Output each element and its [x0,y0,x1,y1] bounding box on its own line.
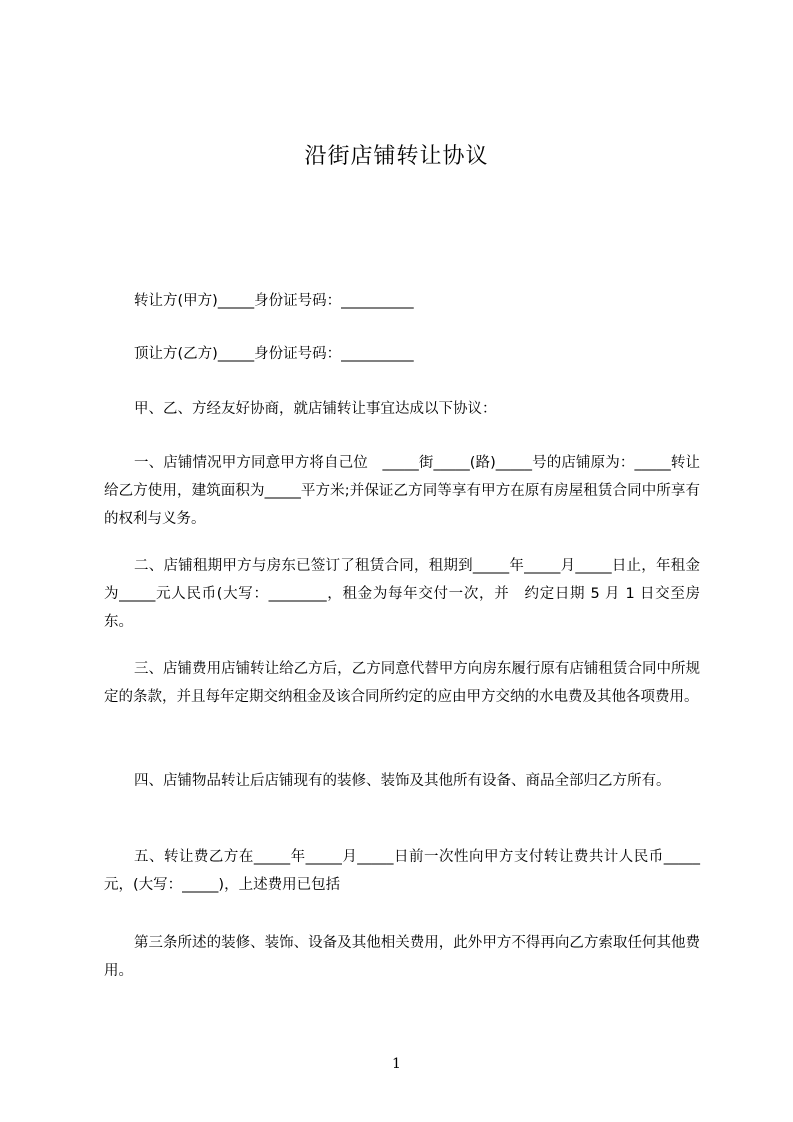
paragraph-shop-items: 四、店铺物品转让后店铺现有的装修、装饰及其他所有设备、商品全部归乙方所有。 [134,773,671,789]
document-title: 沿街店铺转让协议 [304,144,489,169]
paragraph-transferee: 顶让方(乙方)_____身份证号码：__________ [134,346,414,362]
paragraph-fee-scope: 第三条所述的装修、装饰、设备及其他相关费用，此外甲方不得再向乙方索取任何其他费用。 [104,935,700,979]
paragraph-agreement-intro: 甲、乙、方经友好协商，就店铺转让事宜达成以下协议： [134,401,497,417]
paragraph-shop-info: 一、店铺情况甲方同意甲方将自己位 _____街_____(路)_____号的店铺原为：_____转让给乙方使用，建筑面积为_____平方米;并保证乙方同等享有甲方在原有房屋租赁合同中所享有的权利与义务。 [104,455,700,527]
paragraph-transferor: 转让方(甲方)_____身份证号码：__________ [134,293,414,309]
paragraph-transfer-fee: 五、转让费乙方在_____年_____月_____日前一次性向甲方支付转让费共计人民币_____元，(大写：_____)，上述费用已包括 [104,849,700,893]
page-number: 1 [392,1056,401,1072]
paragraph-lease-term: 二、店铺租期甲方与房东已签订了租赁合同，租期到_____年_____月_____日止，年租金为_____元人民币(大写：________，租金为每年交付一次，并 约定日期 5 月 1 日交至房东。 [104,558,700,630]
paragraph-shop-fees: 三、店铺费用店铺转让给乙方后，乙方同意代替甲方向房东履行原有店铺租赁合同中所规定的条款，并且每年定期交纳租金及该合同所约定的应由甲方交纳的水电费及其他各项费用。 [104,661,700,705]
